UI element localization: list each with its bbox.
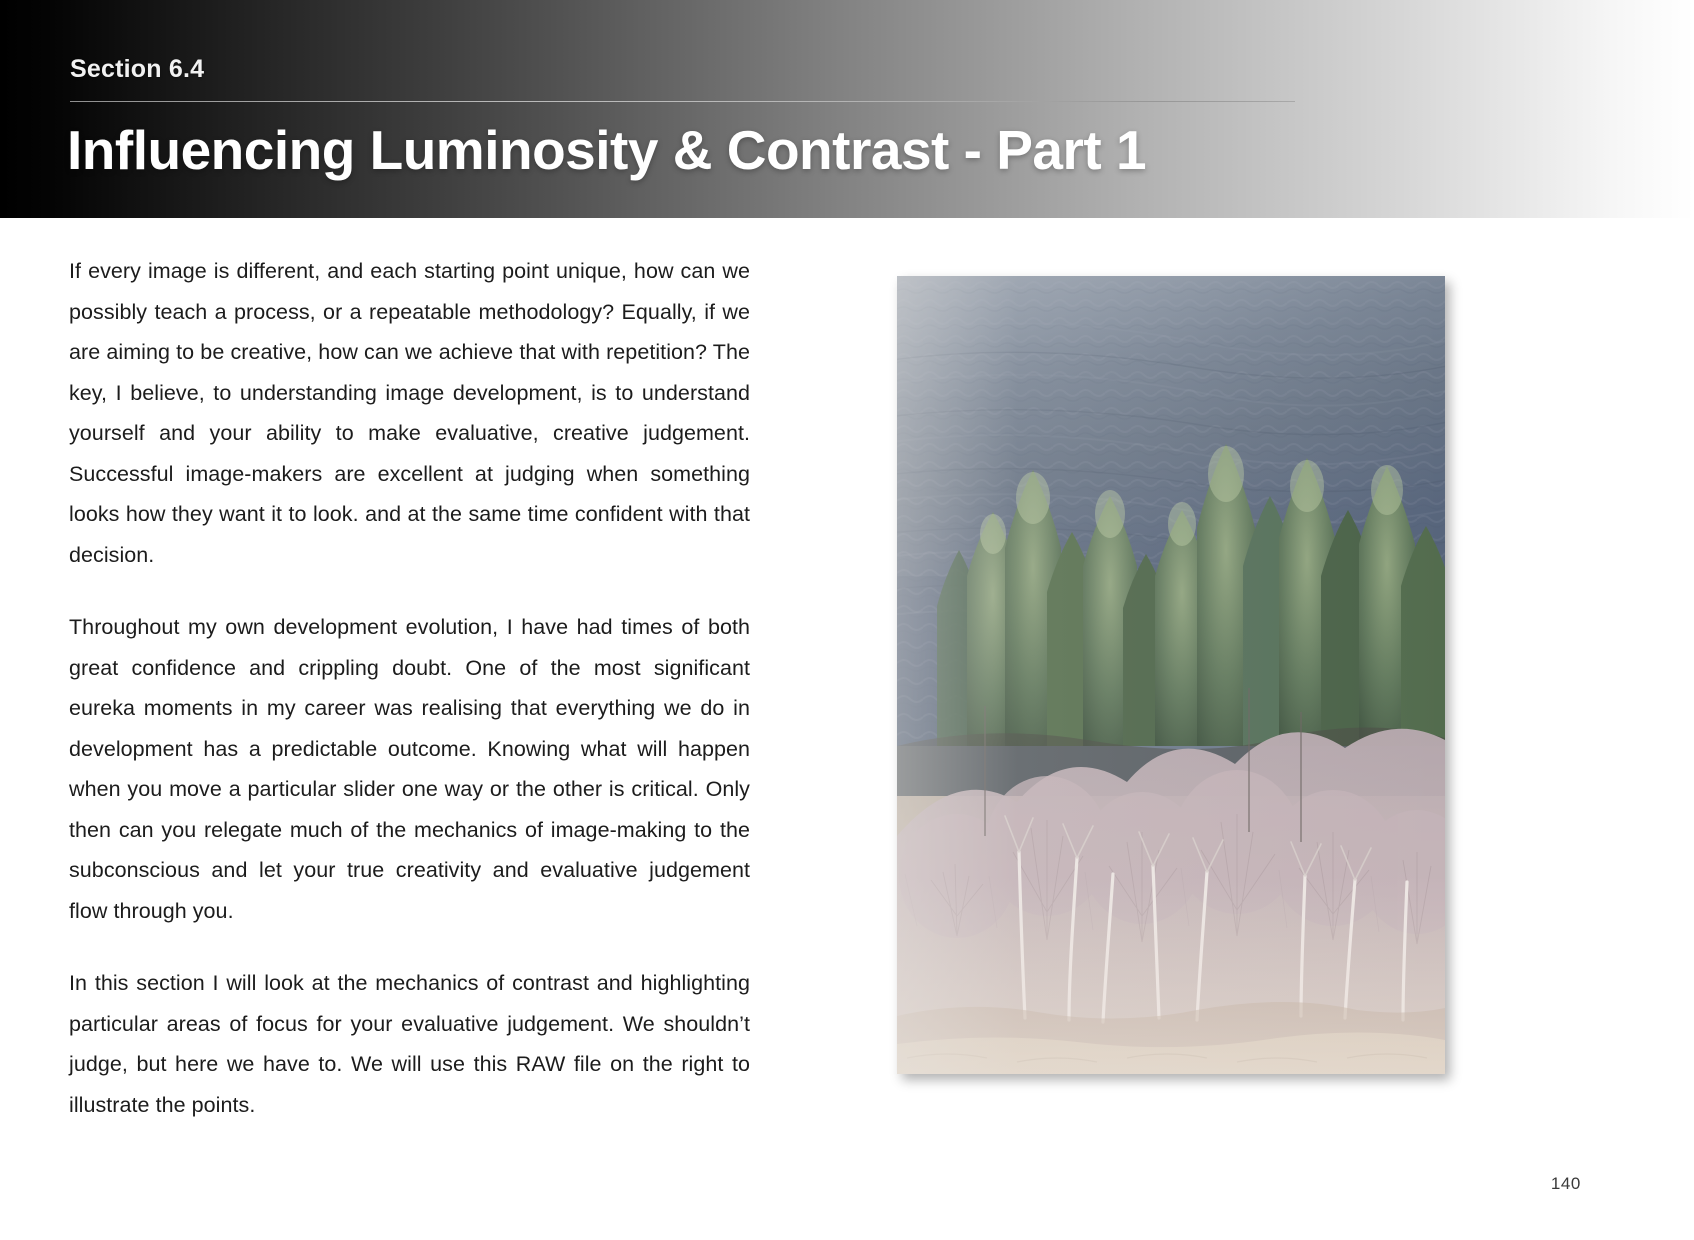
section-label: Section 6.4 — [70, 55, 205, 83]
page-title: Influencing Luminosity & Contrast - Part 1 — [67, 119, 1147, 181]
page-number: 140 — [1550, 1174, 1581, 1193]
body-paragraph-1: If every image is different, and each starting point unique, how can we possibly teach a process, or a repeatable methodology? Equally, if we are aiming to be creative, how can we achieve that with repetition? The key, I believe, to understanding image development, is to understand yourself and your ability to make evaluative, creative judgement. Successful image-makers are excellent at judging when something looks how they want it to look. and at the same time confident with that decision. — [69, 259, 750, 567]
header-divider-rule — [70, 101, 1295, 102]
page-header-band — [0, 0, 1694, 218]
body-paragraph-2: Throughout my own development evolution, I have had times of both great confidence and crippling doubt. One of the most significant eureka moments in my career was realising that everything we do in development has a predictable outcome. Knowing what will happen when you move a particular slider one way or the other is critical. Only then can you relegate much of the mechanics of image-making to the subconscious and let your true creativity and evaluative judgement flow through you. — [69, 615, 750, 923]
illustration-photo — [897, 276, 1445, 1074]
header-content — [67, 0, 1630, 218]
page-body — [0, 218, 1694, 1240]
body-text-column — [69, 251, 750, 1125]
body-paragraph-3: In this section I will look at the mechanics of contrast and highlighting particular areas of focus for your evaluative judgement. We shouldn’t judge, but here we have to. We will use this RAW file on the right to illustrate the points. — [69, 971, 750, 1117]
photo-artwork — [897, 276, 1445, 1074]
